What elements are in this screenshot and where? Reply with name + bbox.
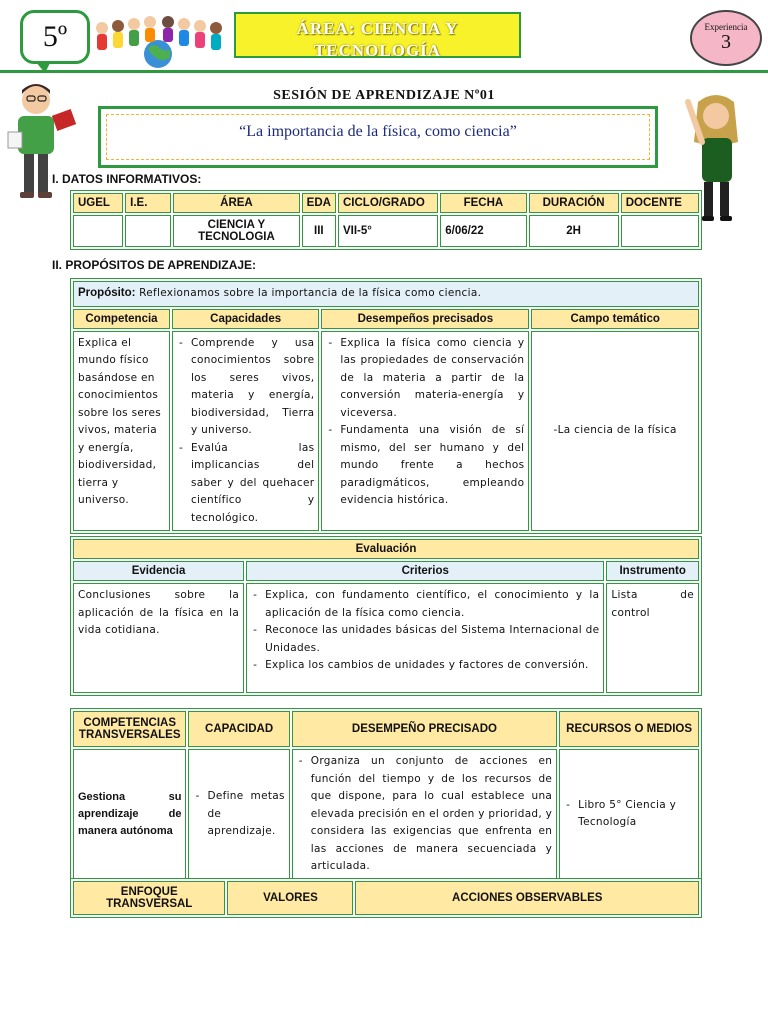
grade-label: 5º xyxy=(42,20,68,53)
header-divider xyxy=(0,70,768,73)
col-competencia: Competencia xyxy=(73,309,170,329)
children-globe-illustration xyxy=(92,14,224,68)
col-desempenos: Desempeños precisados xyxy=(321,309,529,329)
col-ciclo: CICLO/GRADO xyxy=(338,193,438,213)
evaluacion-table xyxy=(70,536,702,696)
grade-bubble xyxy=(20,10,90,64)
proposito-text: Reflexionamos sobre la importancia de la física como ciencia. xyxy=(135,287,482,299)
cell-ugel xyxy=(73,215,123,247)
criterio-item: - Explica los cambios de unidades y factores de conversión. xyxy=(251,657,599,675)
transversal-capacidad-item: - Define metas de aprendizaje. xyxy=(193,788,284,841)
desempeno-item: - Fundamenta una visión de sí mismo, del ser humano y del mundo frente a hechos paradigmáticos, empleando evidencia histórica. xyxy=(326,422,524,510)
transversal-desempeno-cell xyxy=(292,749,557,880)
instrumento-cell: Lista de control xyxy=(606,583,699,693)
transversal-recursos-cell xyxy=(559,749,699,880)
desempenos-cell xyxy=(321,331,529,532)
cell-ie xyxy=(125,215,171,247)
section-datos-title: I. DATOS INFORMATIVOS: xyxy=(52,172,202,186)
cell-fecha: 6/06/22 xyxy=(440,215,526,247)
col-enfoque: ENFOQUE TRANSVERSAL xyxy=(73,881,225,915)
col-campo: Campo temático xyxy=(531,309,699,329)
cell-eda: III xyxy=(302,215,336,247)
col-instrumento: Instrumento xyxy=(606,561,699,581)
datos-informativos-table xyxy=(70,190,702,250)
col-ugel: UGEL xyxy=(73,193,123,213)
cell-area: CIENCIA Y TECNOLOGIA xyxy=(173,215,299,247)
col-area: ÁREA xyxy=(173,193,299,213)
proposito-label: Propósito: xyxy=(78,287,136,299)
col-docente: DOCENTE xyxy=(621,193,699,213)
experience-number: 3 xyxy=(721,31,731,53)
experience-label: Experiencia xyxy=(704,22,748,32)
col-criterios: Criterios xyxy=(246,561,604,581)
col-ie: I.E. xyxy=(125,193,171,213)
propositos-table xyxy=(70,278,702,534)
capacidades-cell xyxy=(172,331,319,532)
cell-ciclo: VII-5° xyxy=(338,215,438,247)
session-title: SESIÓN DE APRENDIZAJE Nº01 xyxy=(273,88,495,103)
evidencia-cell: Conclusiones sobre la aplicación de la física en la vida cotidiana. xyxy=(73,583,244,693)
desempeno-item: - Explica la física como ciencia y las propiedades de conservación de la materia a partir de la conversión materia-energía y viceversa. xyxy=(326,335,524,423)
section-propositos-title: II. PROPÓSITOS DE APRENDIZAJE: xyxy=(52,258,257,272)
col-acciones: ACCIONES OBSERVABLES xyxy=(355,881,699,915)
recurso-item: - Libro 5° Ciencia y Tecnología xyxy=(564,797,694,832)
evaluacion-title: Evaluación xyxy=(73,539,699,559)
col-fecha: FECHA xyxy=(440,193,526,213)
criterio-item: - Reconoce las unidades básicas del Sistema Internacional de Unidades. xyxy=(251,622,599,657)
session-theme-box xyxy=(98,106,658,168)
capacidad-item: - Evalúa las implicancias del saber y del quehacer científico y tecnológico. xyxy=(177,440,314,528)
transversal-competencia-cell: Gestiona su aprendizaje de manera autónoma xyxy=(73,749,186,880)
criterio-item: - Explica, con fundamento científico, el conocimiento y la aplicación de la física como ciencia. xyxy=(251,587,599,622)
col-capacidades: Capacidades xyxy=(172,309,319,329)
col-duracion: DURACIÓN xyxy=(529,193,619,213)
col-recursos: RECURSOS O MEDIOS xyxy=(559,711,699,747)
criterios-cell xyxy=(246,583,604,693)
col-evidencia: Evidencia xyxy=(73,561,244,581)
col-eda: EDA xyxy=(302,193,336,213)
cell-duracion: 2H xyxy=(529,215,619,247)
col-comp-transversales: COMPETENCIAS TRANSVERSALES xyxy=(73,711,186,747)
area-banner: ÁREA: CIENCIA Y TECNOLOGÍA xyxy=(234,12,521,58)
transversales-table xyxy=(70,708,702,883)
cell-docente xyxy=(621,215,699,247)
transversal-desempeno-item: - Organiza un conjunto de acciones en función del tiempo y de los recursos de que dispone, para lo cual establece una elevada precisión en el orden y prioridad, y considera las exigencias que enfrenta en las acciones de manera secuenciada y articulada. xyxy=(297,753,552,876)
experience-bubble xyxy=(690,10,762,66)
transversal-capacidad-cell xyxy=(188,749,289,880)
competencia-cell: Explica el mundo físico basándose en conocimientos sobre los seres vivos, materia y energía, biodiversidad, tierra y universo. xyxy=(73,331,170,532)
col-valores: VALORES xyxy=(227,881,353,915)
proposito-row xyxy=(73,281,699,307)
col-capacidad: CAPACIDAD xyxy=(188,711,289,747)
col-desempeno-precisado: DESEMPEÑO PRECISADO xyxy=(292,711,557,747)
session-theme: “La importancia de la física, como ciencia” xyxy=(106,114,650,160)
capacidad-item: - Comprende y usa conocimientos sobre los seres vivos, materia y energía, biodiversidad, Tierra y universo. xyxy=(177,335,314,440)
enfoque-table xyxy=(70,878,702,918)
campo-cell: -La ciencia de la física xyxy=(531,331,699,532)
